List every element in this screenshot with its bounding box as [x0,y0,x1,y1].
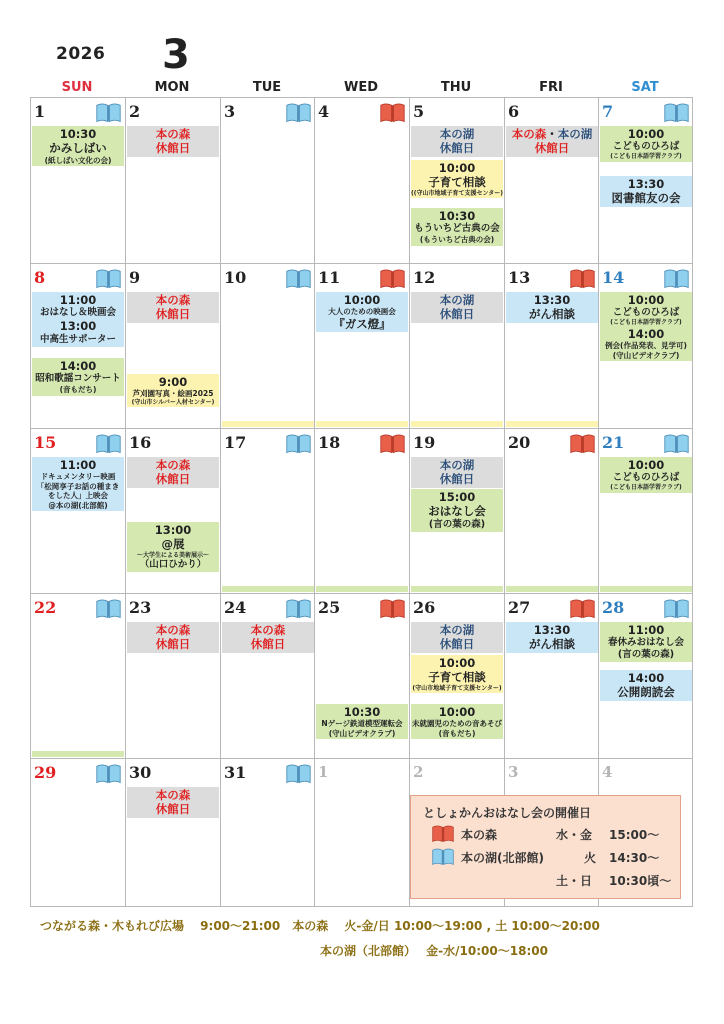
event-line: ドキュメンタリー映画 [40,472,116,482]
next-month-day [315,759,409,924]
event-organizer: (守山市地域子育て支援センター) [412,684,502,692]
red-book-icon [379,101,406,124]
closed-place: 本の森 [155,623,191,637]
event-title: がん相談 [529,307,575,322]
month-label: 3 [162,32,190,78]
legend-mizuumi-days: 火 [584,851,597,865]
day-number: 20 [508,433,531,452]
legend-mizuumi-time: 10:30頃～ [609,874,672,888]
day-cell-2[interactable] [126,98,220,263]
event-title: 昭和歌謡コンサート [35,373,121,385]
blue-book-icon [431,847,455,866]
blue-book-icon [663,101,690,124]
exhibit-span-bar [222,421,314,427]
event-organizer: (音もだち) [438,728,476,738]
event-title: こどものひろば [612,141,680,153]
event-parenting-consult[interactable] [411,655,503,693]
day-number: 5 [413,102,425,121]
day-number: 11 [318,268,341,287]
blue-book-icon [285,597,312,620]
event-storytime-movie[interactable] [32,292,124,347]
event-time: 10:30 [438,209,476,223]
day-number: 27 [508,598,531,617]
day-number: 15 [34,433,57,452]
legend-title: としょかんおはなし会の開催日 [423,806,592,820]
closed-place: 本の森 [155,293,191,307]
day-number: 17 [224,433,247,452]
year-label: 2026 [56,44,106,64]
day-cell-19[interactable] [410,429,504,594]
day-number: 1 [34,102,46,121]
event-title: 未就園児のための音あそび [412,719,502,729]
event-line: 「松岡享子お話の種まき [36,481,120,491]
event-title: 子育て相談 [428,670,486,685]
event-time: 10:00 [627,458,665,472]
event-title: こどものひろば [612,472,680,484]
closed-label: 休館日 [155,307,191,322]
event-documentary[interactable] [32,457,124,511]
closed-label: 休館日 [439,637,475,652]
event-title: おはなし会 [428,504,486,519]
blue-book-icon [285,267,312,290]
event-kids-plaza[interactable] [600,292,692,361]
closed-notice [411,622,503,653]
day-number: 24 [224,598,247,617]
blue-book-icon [95,597,122,620]
day-number: 1 [318,763,329,781]
day-cell-13[interactable] [505,264,599,429]
closed-places [506,127,598,141]
event-time: 13:30 [627,177,665,191]
event-organizer: (紙しばい文化の会) [44,155,112,165]
footer-hours-line-1: つながる森・木もれび広場 9:00～21:00 本の森 火-金/日 10:00～19:00 , 土 10:00～20:00 [40,919,600,933]
closed-label: 休館日 [439,472,475,487]
legend-mori-time: 15:00～ [609,828,660,842]
event-title: 例会(作品発表、見学可) [605,341,687,351]
weekday-sat: SAT [631,80,659,95]
day-number: 23 [129,598,152,617]
closed-label: 休館日 [439,141,475,156]
day-cell-14[interactable] [599,264,693,429]
blue-book-icon [95,101,122,124]
closed-place: 本の湖 [439,127,475,141]
legend-mizuumi-time: 14:30～ [609,851,660,865]
event-organizer: (こども日本語学習クラブ) [610,319,682,327]
event-title: もういちど古典の会 [414,223,500,235]
event-time: 15:00 [438,490,476,504]
day-cell-18[interactable] [315,429,409,594]
day-number: 26 [413,598,436,617]
red-book-icon [379,432,406,455]
blue-book-icon [663,432,690,455]
event-organizer: (こども日本語学習クラブ) [610,484,682,492]
blue-book-icon [285,762,312,785]
event-organizer: （山口ひかり） [139,559,207,571]
weekday-wed: WED [343,80,378,95]
event-title: 大人のための映画会 [328,307,396,317]
closed-notice [127,787,219,818]
event-kamishibai[interactable] [32,126,124,166]
closed-place: 本の森 [250,623,286,637]
red-book-icon [569,597,596,620]
blue-book-icon [95,267,122,290]
weekday-tue: TUE [252,80,282,95]
event-title: @展 [161,537,185,552]
day-number: 21 [602,433,625,452]
event-time: 13:00 [154,523,192,537]
day-cell-28[interactable] [599,594,693,759]
closed-place: 本の湖 [439,623,475,637]
red-book-icon [569,432,596,455]
closed-place-mizuumi: 本の湖 [557,127,593,141]
day-cell-5[interactable] [410,98,504,263]
day-number: 8 [34,268,46,287]
event-title: こどものひろば [612,307,680,319]
event-title: 中高生サポーター [39,333,116,345]
day-cell-31[interactable] [221,759,315,924]
day-number: 16 [129,433,152,452]
event-venue: @本の湖(北部館) [48,500,108,510]
closed-notice [222,622,314,653]
legend-mizuumi-days: 土・日 [556,874,593,888]
closed-notice [506,126,598,157]
blue-book-icon [95,762,122,785]
event-friends-of-library[interactable] [600,176,692,207]
weekday-thu: THU [440,80,472,95]
day-number: 18 [318,433,341,452]
event-title: がん相談 [529,637,575,652]
day-number: 22 [34,598,57,617]
closed-notice [127,126,219,157]
exhibit-span-bar [411,421,503,427]
event-showa-concert[interactable] [32,358,124,396]
day-cell-20[interactable] [505,429,599,594]
day-number: 4 [318,102,330,121]
closed-label: 休館日 [534,141,570,156]
event-cancer-consult[interactable] [506,292,598,323]
exhibit-span-bar [32,751,124,757]
exhibit-span-bar [506,586,598,592]
closed-separator: ・ [546,127,558,141]
closed-notice [127,292,219,323]
event-time: 10:00 [438,656,476,670]
event-time: 10:00 [627,293,665,307]
exhibit-span-bar [600,586,692,592]
event-art-exhibit[interactable] [127,522,219,572]
day-cell-27[interactable] [505,594,599,759]
day-cell-3[interactable] [221,98,315,263]
day-number: 3 [224,102,236,121]
event-adult-movie[interactable] [316,292,408,332]
event-title: 子育て相談 [428,175,486,190]
closed-label: 休館日 [439,307,475,322]
event-organizer: ((守山市地域子育て支援センター) [411,189,503,197]
event-time: 10:30 [59,127,97,141]
day-cell-23[interactable] [126,594,220,759]
day-number: 2 [129,102,141,121]
event-parenting-consult[interactable] [411,160,503,198]
event-model-train[interactable] [316,704,408,739]
legend-mori-name: 本の森 [461,828,498,842]
event-spring-storytime[interactable] [600,622,692,662]
red-book-icon [379,267,406,290]
event-time: 11:00 [627,623,665,637]
event-organizer: (守山市シルバー人材センター) [131,398,215,406]
day-number: 19 [413,433,436,452]
event-photo-exhibit[interactable] [127,374,219,407]
closed-notice [411,126,503,157]
day-number: 28 [602,598,625,617]
blue-book-icon [663,267,690,290]
exhibit-span-bar [506,421,598,427]
closed-place: 本の森 [155,788,191,802]
exhibit-span-bar [411,586,503,592]
event-organizer: (守山ビデオクラブ) [328,728,396,738]
day-cell-24[interactable] [221,594,315,759]
closed-notice [127,622,219,653]
event-kids-plaza[interactable] [600,457,692,493]
event-time: 14:00 [627,671,665,685]
day-cell-10[interactable] [221,264,315,429]
day-number: 12 [413,268,436,287]
event-time: 10:00 [627,127,665,141]
event-classics-club[interactable] [411,208,503,246]
day-number: 9 [129,268,141,287]
day-cell-15[interactable] [31,429,125,594]
event-time: 13:00 [59,319,97,334]
day-cell-8[interactable] [31,264,125,429]
legend-mizuumi-name: 本の湖(北部館) [461,851,544,865]
day-number: 2 [413,763,424,781]
day-number: 14 [602,268,625,287]
closed-label: 休館日 [155,141,191,156]
event-organizer: (守山ビデオクラブ) [612,350,680,360]
day-cell-25[interactable] [315,594,409,759]
closed-place-mori: 本の森 [511,127,547,141]
blue-book-icon [285,432,312,455]
storytime-legend [410,795,681,899]
closed-label: 休館日 [250,637,286,652]
closed-notice [411,457,503,488]
day-cell-30[interactable] [126,759,220,924]
event-time: 10:30 [343,705,381,719]
event-title: Nゲージ鉄道模型運転会 [321,719,403,729]
event-storytime[interactable] [411,489,503,532]
event-time: 10:00 [438,705,476,719]
day-number: 13 [508,268,531,287]
closed-notice [127,457,219,488]
event-toddler-music[interactable] [411,704,503,739]
event-kids-plaza[interactable] [600,126,692,162]
weekday-sun: SUN [61,80,93,95]
event-organizer: (言の葉の森) [617,649,675,661]
closed-label: 休館日 [155,472,191,487]
event-title: 春休みおはなし会 [607,637,684,649]
weekday-fri: FRI [539,80,563,95]
weekday-mon: MON [154,80,190,95]
closed-place: 本の湖 [439,458,475,472]
event-film: 『ガス燈』 [333,316,391,331]
event-title: かみしばい [49,141,107,156]
closed-label: 休館日 [155,802,191,817]
day-cell-7[interactable] [599,98,693,263]
event-title: 図書館友の会 [611,191,681,206]
closed-notice [411,292,503,323]
footer-hours-line-2: 本の湖（北部館） 金-水/10:00～18:00 [320,944,548,958]
day-number: 31 [224,763,247,782]
event-title: 芦刈園写真・絵画2025 [132,389,214,399]
calendar-grid [30,97,693,907]
event-line: をした人」上映会 [48,491,108,501]
day-number: 25 [318,598,341,617]
day-cell-22[interactable] [31,594,125,759]
event-public-reading[interactable] [600,670,692,701]
day-number: 4 [602,763,613,781]
event-time: 10:00 [438,161,476,175]
closed-label: 休館日 [155,637,191,652]
event-time: 10:00 [343,293,381,307]
day-cell-11[interactable] [315,264,409,429]
red-book-icon [379,597,406,620]
day-number: 7 [602,102,614,121]
blue-book-icon [663,597,690,620]
day-cell-12[interactable] [410,264,504,429]
day-number: 30 [129,763,152,782]
exhibit-span-bar [316,586,408,592]
day-number: 29 [34,763,57,782]
closed-place: 本の森 [155,127,191,141]
day-cell-1[interactable] [31,98,125,263]
red-book-icon [569,267,596,290]
legend-mori-days: 水・金 [556,828,593,842]
red-book-icon [431,824,455,843]
closed-place: 本の湖 [439,293,475,307]
closed-place: 本の森 [155,458,191,472]
event-organizer: (こども日本語学習クラブ) [610,153,682,161]
event-time: 14:00 [59,359,97,373]
day-cell-4[interactable] [315,98,409,263]
day-cell-9[interactable] [126,264,220,429]
exhibit-span-bar [222,586,314,592]
event-organizer: (音もだち) [59,385,97,395]
exhibit-span-bar [316,421,408,427]
day-number: 10 [224,268,247,287]
event-cancer-consult[interactable] [506,622,598,653]
event-subtitle: ～大学生による美術展示～ [136,551,209,559]
blue-book-icon [285,101,312,124]
event-title: おはなし＆映画会 [39,307,116,319]
event-time: 11:00 [59,293,97,307]
day-cell-26[interactable] [410,594,504,759]
event-organizer: (もういちど古典の会) [419,235,495,245]
blue-book-icon [95,432,122,455]
day-cell-17[interactable] [221,429,315,594]
day-number: 3 [508,763,519,781]
day-cell-6[interactable] [505,98,599,263]
event-time: 13:30 [533,293,571,307]
event-organizer: (言の葉の森) [428,518,486,530]
event-title: 公開朗読会 [617,685,675,700]
event-time: 11:00 [59,458,97,472]
day-cell-29[interactable] [31,759,125,924]
day-cell-16[interactable] [126,429,220,594]
event-time: 9:00 [158,375,188,389]
event-time: 13:30 [533,623,571,637]
day-number: 6 [508,102,520,121]
day-cell-21[interactable] [599,429,693,594]
event-time: 14:00 [627,326,665,341]
